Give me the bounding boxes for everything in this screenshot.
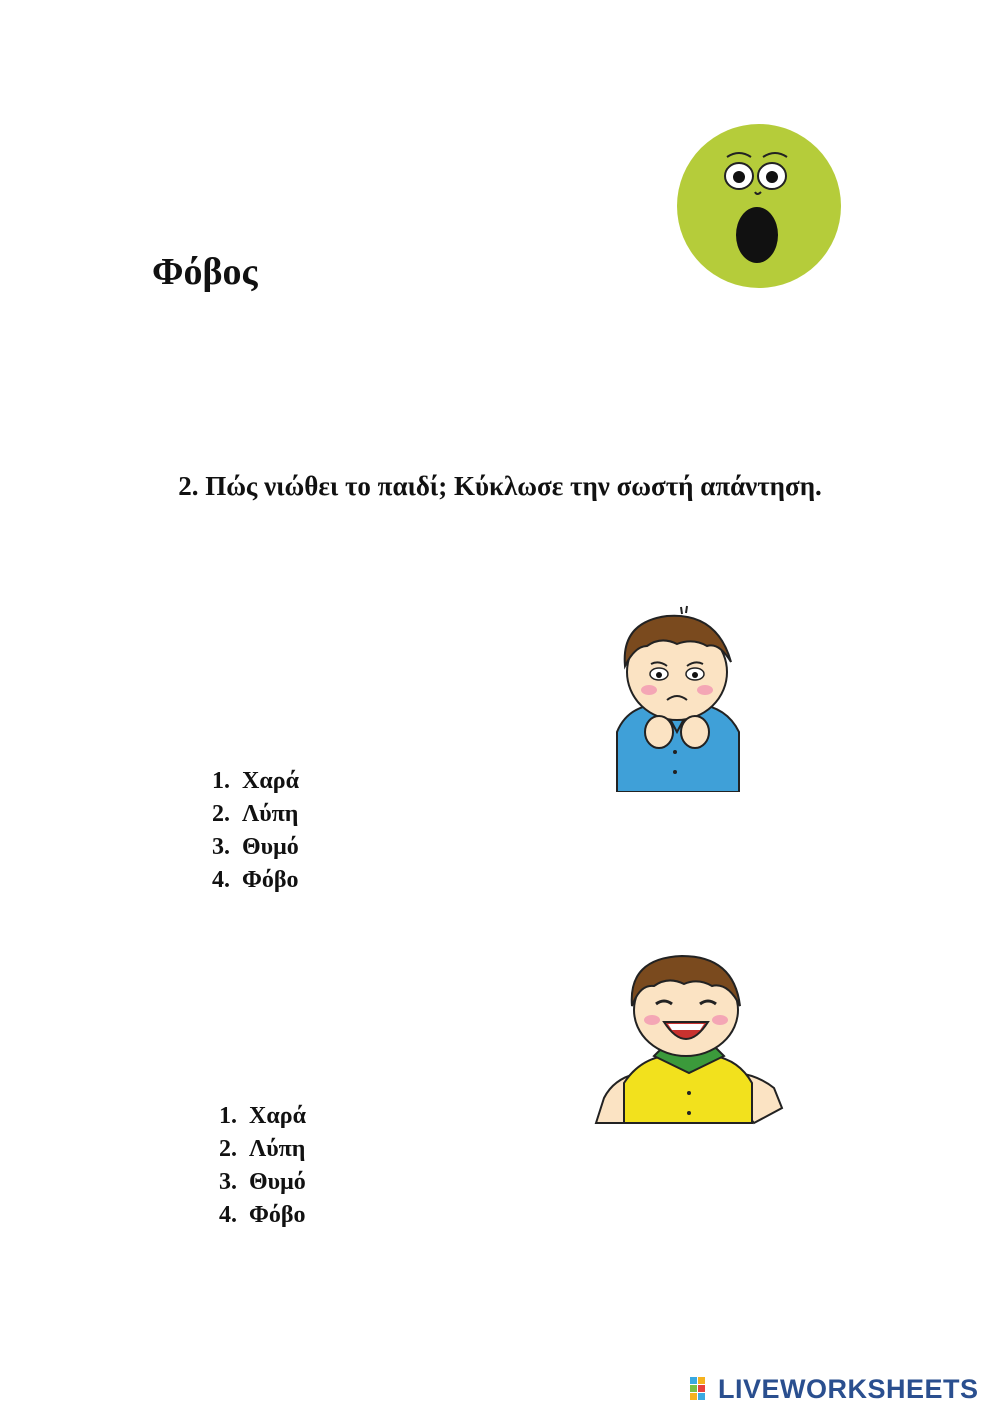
option-label: Χαρά — [249, 1103, 306, 1129]
liveworksheets-brand: LIVEWORKSHEETS — [718, 1373, 979, 1404]
option-label: Θυμό — [242, 834, 299, 860]
option-label: Φόβο — [242, 867, 299, 893]
happy-boy-illustration — [594, 948, 784, 1128]
option-label: Λύπη — [242, 801, 299, 827]
option-label: Χαρά — [242, 768, 299, 794]
option-label: Λύπη — [249, 1136, 306, 1162]
option-label: Θυμό — [249, 1169, 306, 1195]
option-item[interactable]: 4. Φόβο — [219, 1202, 306, 1228]
emotion-title: Φόβος — [152, 251, 258, 293]
option-item[interactable]: 2. Λύπη — [219, 1136, 306, 1162]
liveworksheets-logo-icon — [690, 1377, 714, 1401]
scared-face-icon — [675, 122, 845, 292]
option-item[interactable]: 1. Χαρά — [219, 1103, 306, 1129]
option-label: Φόβο — [249, 1202, 306, 1228]
liveworksheets-logo[interactable] — [690, 1374, 979, 1404]
answer-options-1 — [212, 765, 299, 897]
option-item[interactable]: 4. Φόβο — [212, 867, 299, 893]
option-item[interactable]: 3. Θυμό — [219, 1169, 306, 1195]
question-text: 2. Πώς νιώθει το παιδί; Κύκλωσε την σωστή απάντηση. — [178, 471, 822, 501]
answer-options-2 — [219, 1100, 306, 1232]
option-item[interactable]: 2. Λύπη — [212, 801, 299, 827]
option-item[interactable]: 3. Θυμό — [212, 834, 299, 860]
sad-boy-illustration — [607, 602, 747, 792]
option-item[interactable]: 1. Χαρά — [212, 768, 299, 794]
